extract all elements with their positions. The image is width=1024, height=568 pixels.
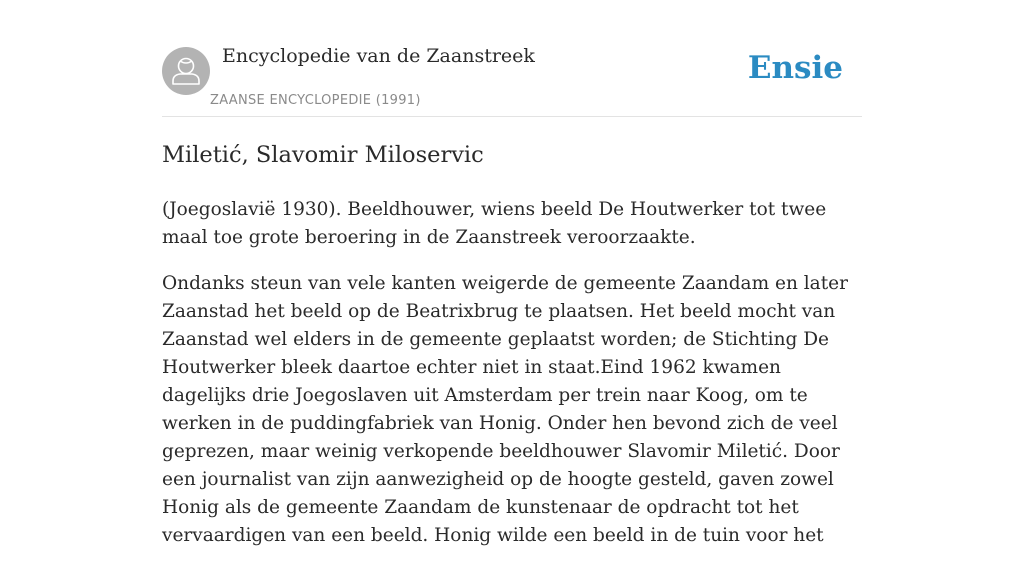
source-subtitle: ZAANSE ENCYCLOPEDIE (1991) (210, 93, 421, 108)
source-title[interactable]: Encyclopedie van de Zaanstreek (222, 45, 535, 67)
ensie-logo-link[interactable]: Ensie (747, 50, 843, 86)
user-avatar-icon[interactable] (162, 47, 210, 95)
article-paragraph: (Joegoslavië 1930). Beeldhouwer, wiens beeld De Houtwerker tot twee maal toe grote beroering in de Zaanstreek veroorzaakte. (162, 199, 827, 248)
article-paragraph: Ondanks steun van vele kanten weigerde de gemeente Zaandam en later Zaanstad het beeld op de Beatrixbrug te plaatsen. Het beeld mocht van Zaanstad wel elders in de gemeente geplaatst worden; de Stichting De Houtwerker bleek daartoe echter niet in staat.Eind 1962 kwamen dagelijks drie Joegoslaven uit Amsterdam per trein naar Koog, om te werken in de puddingfabriek van Honig. Onder hen bevond zich de veel geprezen, maar weinig verkopende beeldhouwer Slavomir Miletić. Door een journalist van zijn aanwezigheid op de hoogte gesteld, gaven zowel Honig als de gemeente Zaandam de kunstenaar de opdracht tot het vervaardigen van een beeld. Honig wilde een beeld in de tuin voor het (162, 273, 848, 546)
source-header (162, 40, 862, 117)
article-title: Miletić, Slavomir Miloservic (162, 142, 484, 168)
article (162, 136, 862, 568)
